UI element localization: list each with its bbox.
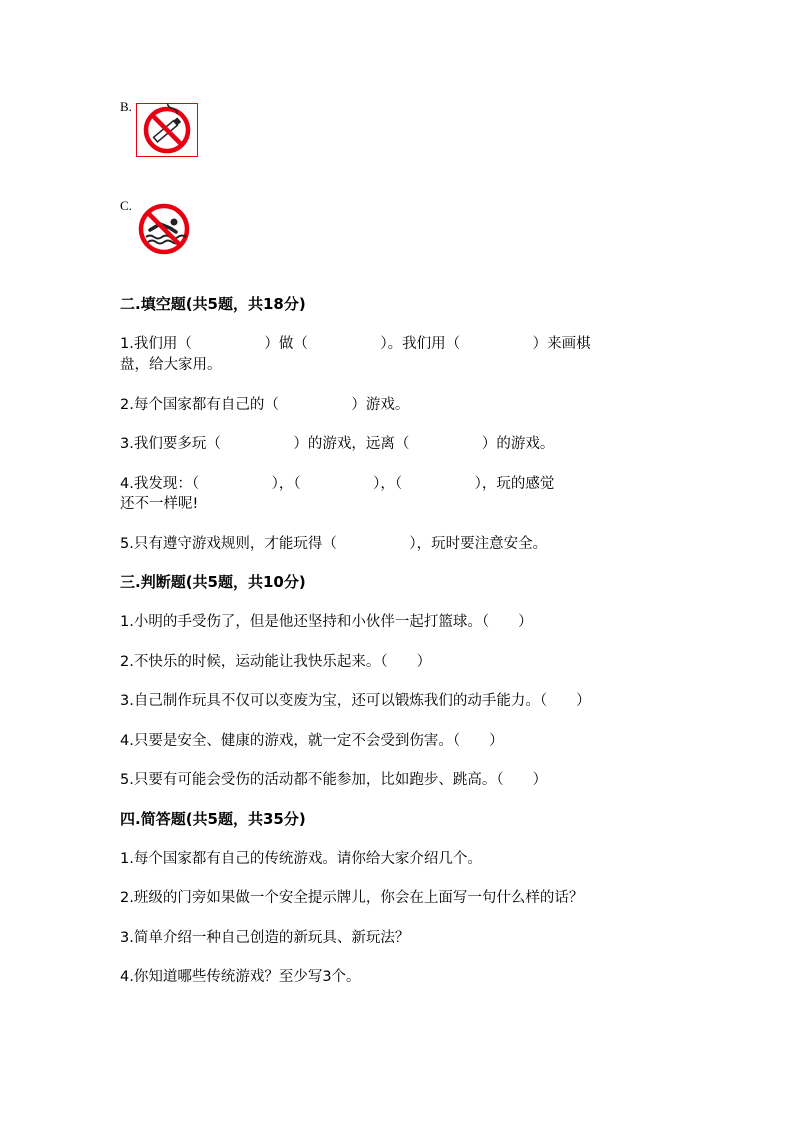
- fill-question-4-line-1: 4.我发现：（ ），（ ），（ ），玩的感觉: [120, 476, 555, 492]
- judge-question-1: 1.小明的手受伤了，但是他还坚持和小伙伴一起打篮球。（ ）: [120, 614, 533, 630]
- judge-question-4: 4.只要是安全、健康的游戏，就一定不会受到伤害。（ ）: [120, 733, 504, 749]
- short-answer-question-1: 1.每个国家都有自己的传统游戏。请你给大家介绍几个。: [120, 851, 482, 867]
- fill-question-2: 2.每个国家都有自己的（ ）游戏。: [120, 397, 410, 413]
- fill-question-3: 3.我们要多玩（ ）的游戏，远离（ ）的游戏。: [120, 436, 555, 452]
- no-smoking-sign-icon: [136, 103, 198, 157]
- short-answer-question-3: 3.简单介绍一种自己创造的新玩具、新玩法？: [120, 930, 410, 946]
- section-4-heading: 四.简答题(共5题，共35分): [120, 810, 306, 828]
- option-c-label: C.: [120, 198, 132, 213]
- no-swimming-sign-icon: [136, 202, 192, 256]
- short-answer-question-4: 4.你知道哪些传统游戏？至少写3个。: [120, 969, 361, 985]
- short-answer-question-2: 2.班级的门旁如果做一个安全提示牌儿，你会在上面写一句什么样的话？: [120, 890, 584, 906]
- judge-question-3: 3.自己制作玩具不仅可以变废为宝，还可以锻炼我们的动手能力。（ ）: [120, 693, 591, 709]
- judge-question-5: 5.只要有可能会受伤的活动都不能参加，比如跑步、跳高。（ ）: [120, 772, 548, 788]
- section-2-heading: 二.填空题(共5题，共18分): [120, 295, 306, 313]
- fill-question-4-line-2: 还不一样呢!: [120, 496, 199, 512]
- section-3-heading: 三.判断题(共5题，共10分): [120, 573, 306, 591]
- judge-question-2: 2.不快乐的时候，运动能让我快乐起来。（ ）: [120, 654, 432, 670]
- fill-question-1-line-2: 盘，给大家用。: [120, 357, 222, 373]
- option-b-label: B.: [120, 99, 132, 114]
- fill-question-1-line-1: 1.我们用（ ）做（ ）。我们用（ ）来画棋: [120, 336, 591, 352]
- fill-question-5: 5.只有遵守游戏规则，才能玩得（ ），玩时要注意安全。: [120, 536, 548, 552]
